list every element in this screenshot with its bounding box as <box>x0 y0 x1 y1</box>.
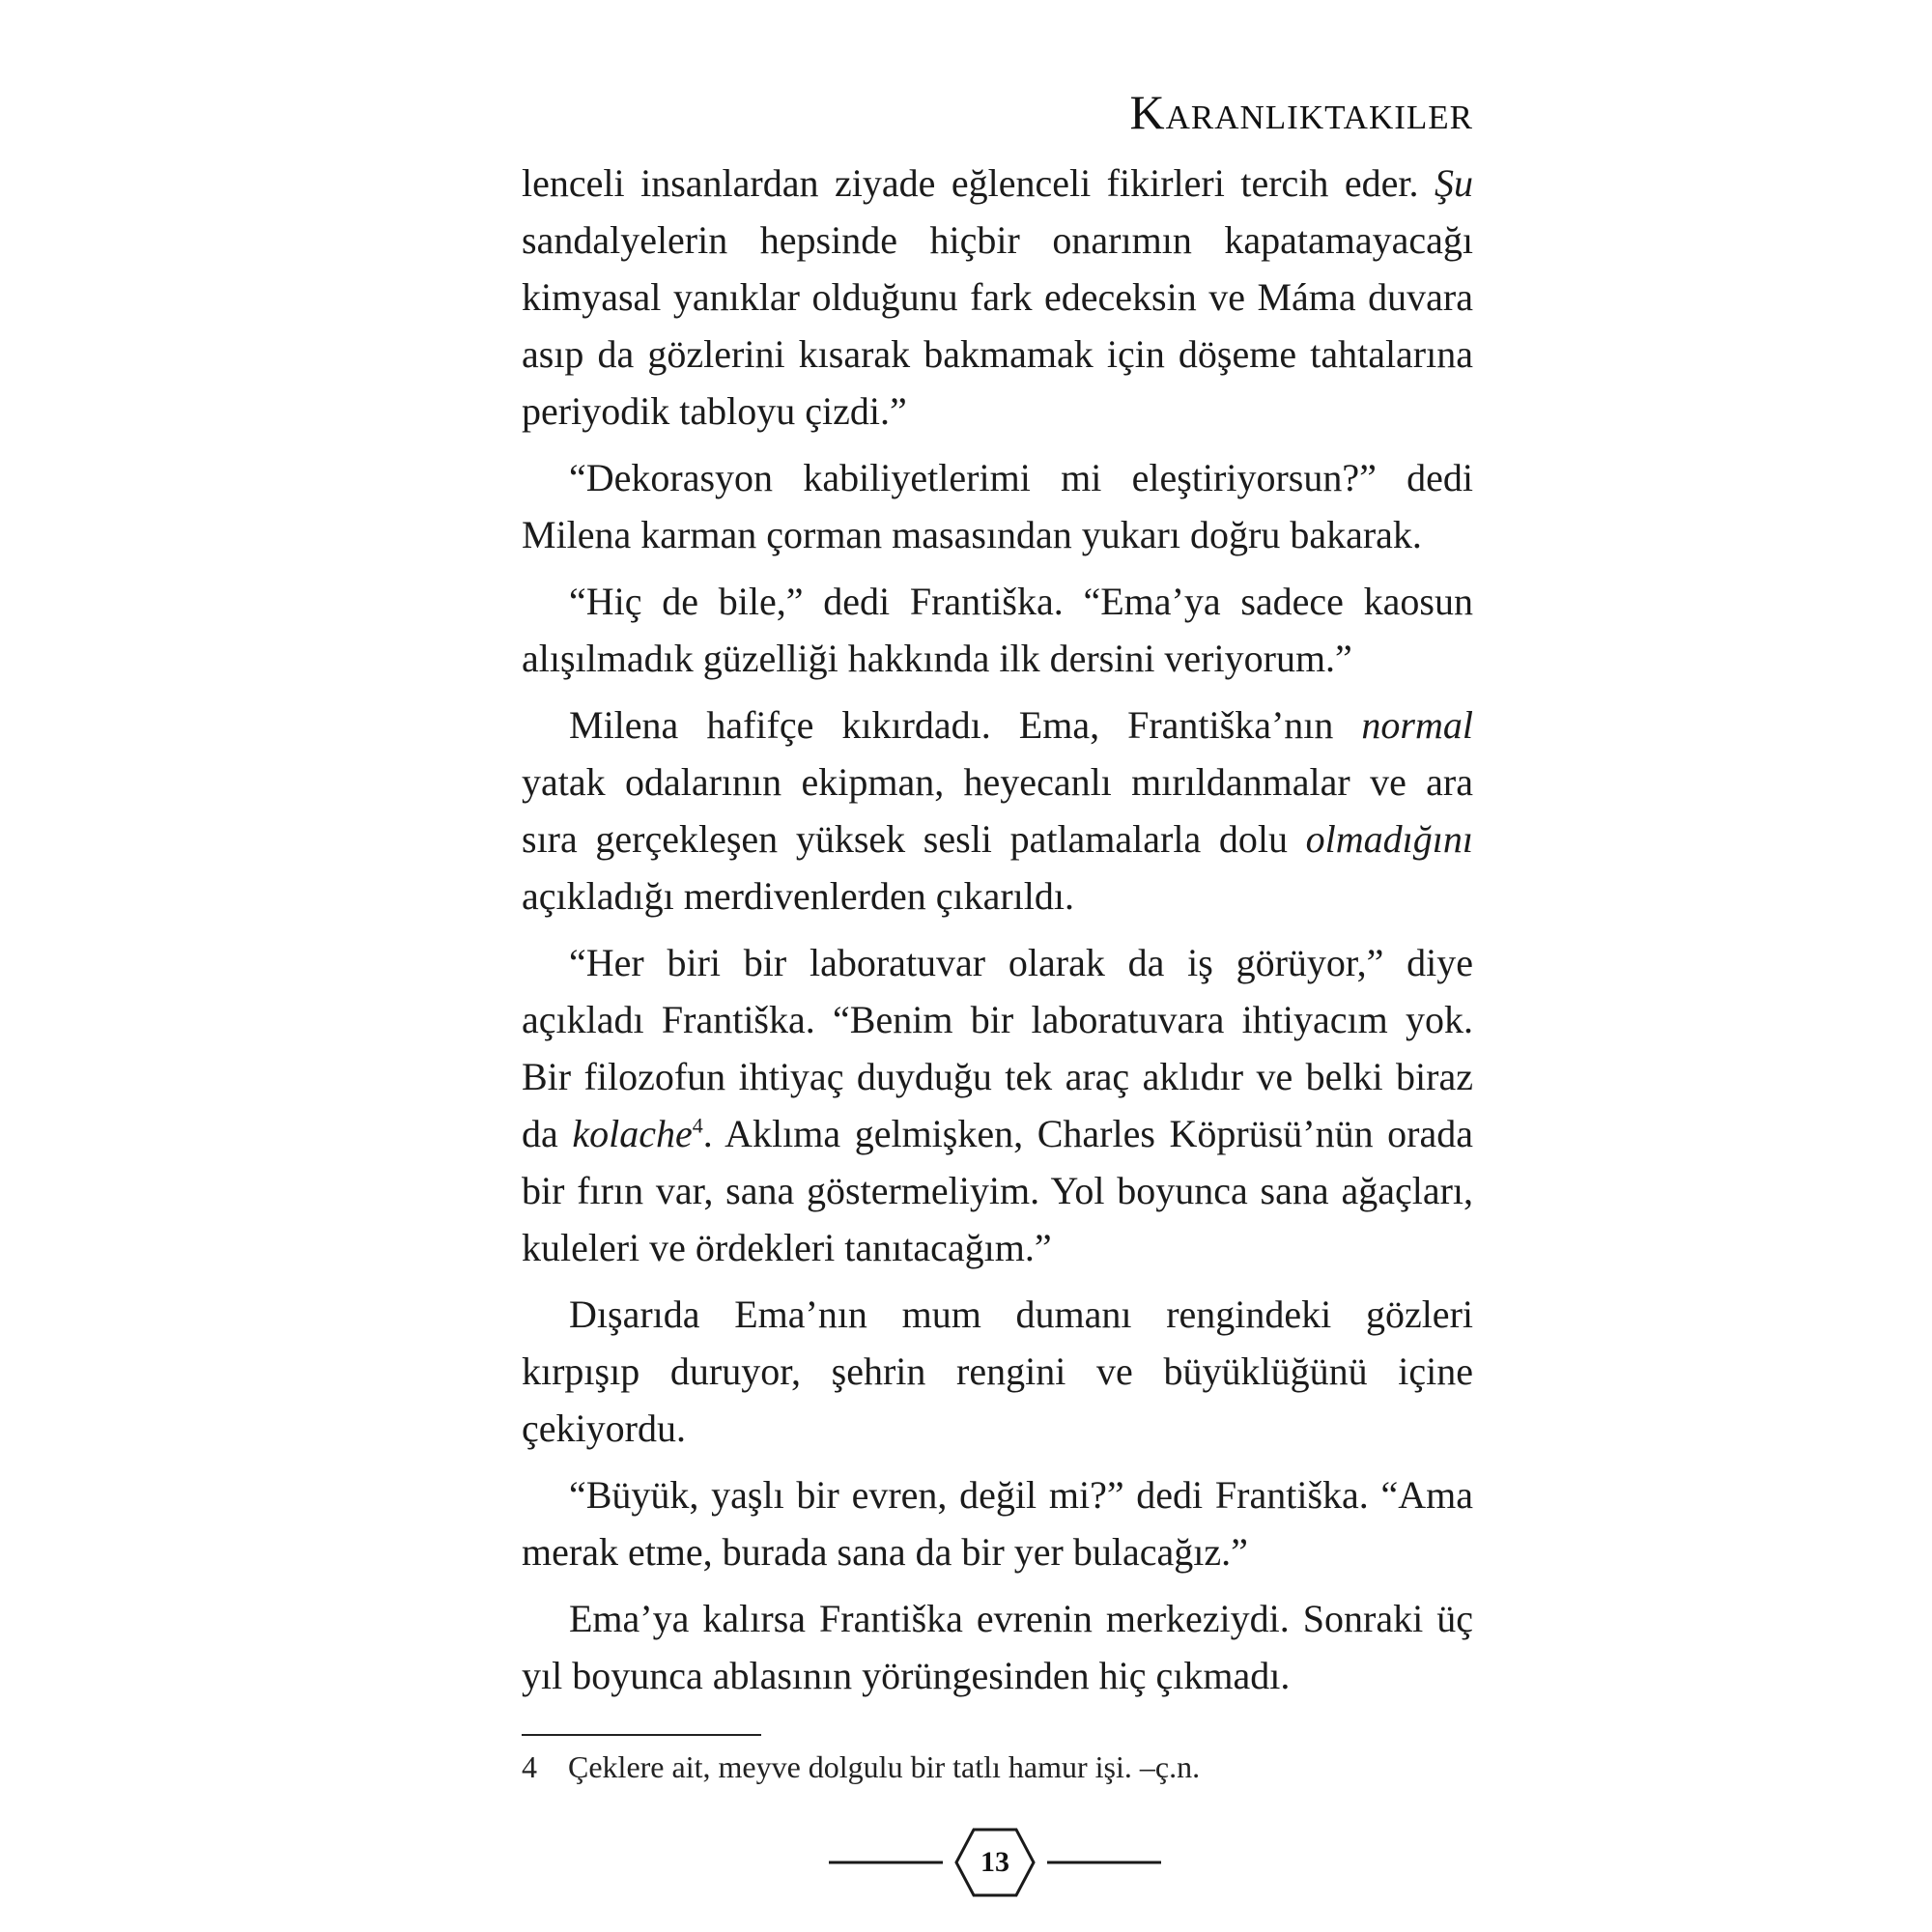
page-number: 13 <box>980 1846 1009 1878</box>
italic-text: kolache <box>572 1112 693 1155</box>
text-run: yatak odalarının ekipman, heyecanlı mırıldanmalar ve ara sıra gerçekleşen yüksek sesli patlamalarla dolu <box>522 760 1473 861</box>
footnote-number: 4 <box>522 1749 537 1784</box>
body-text <box>522 155 1473 1714</box>
footnote-text: Çeklere ait, meyve dolgulu bir tatlı hamur işi. –ç.n. <box>568 1749 1201 1784</box>
running-head: Karanlıktakiler <box>1129 85 1473 139</box>
text-run: sandalyelerin hepsinde hiçbir onarımın kapatamayacağı kimyasal yanıklar olduğunu fark edeceksin ve Máma duvara asıp da gözlerini kısarak bakmamak için döşeme tahtalarına periyodik tabloyu çizdi.” <box>522 218 1473 433</box>
text-run: “Büyük, yaşlı bir evren, değil mi?” dedi Františka. “Ama merak etme, burada sana da bir yer bulacağız.” <box>522 1473 1473 1574</box>
paragraph <box>522 1590 1473 1704</box>
page-number-ornament <box>821 1824 1169 1901</box>
italic-text: Şu <box>1435 161 1473 205</box>
footnote-rule <box>522 1734 761 1736</box>
text-run: “Hiç de bile,” dedi Františka. “Ema’ya sadece kaosun alışılmadık güzelliği hakkında ilk dersini veriyorum.” <box>522 580 1473 680</box>
text-run: Ema’ya kalırsa Františka evrenin merkeziydi. Sonraki üç yıl boyunca ablasının yörüngesinden hiç çıkmadı. <box>522 1597 1473 1697</box>
paragraph <box>522 696 1473 924</box>
text-run: Milena hafifçe kıkırdadı. Ema, Františka’nın <box>569 703 1362 747</box>
text-run: lenceli insanlardan ziyade eğlenceli fikirleri tercih eder. <box>522 161 1435 205</box>
footnote <box>522 1747 1473 1787</box>
paragraph <box>522 449 1473 563</box>
text-run: “Dekorasyon kabiliyetlerimi mi eleştiriyorsun?” dedi Milena karman çorman masasından yukarı doğru bakarak. <box>522 456 1473 556</box>
paragraph <box>522 155 1473 440</box>
paragraph <box>522 1286 1473 1457</box>
footnote-ref: 4 <box>692 1113 703 1138</box>
text-run: açıkladığı merdivenlerden çıkarıldı. <box>522 874 1074 918</box>
italic-text: olmadığını <box>1305 817 1473 861</box>
text-run: “Her biri bir laboratuvar olarak da iş görüyor,” diye açıkladı Františka. “Benim bir laboratuvara ihtiyacım yok. Bir filozofun ihtiyaç duyduğu tek araç aklıdır ve belki biraz da <box>522 941 1473 1155</box>
paragraph <box>522 573 1473 687</box>
paragraph <box>522 934 1473 1276</box>
italic-text: normal <box>1361 703 1473 747</box>
paragraph <box>522 1466 1473 1580</box>
text-run: Dışarıda Ema’nın mum dumanı rengindeki gözleri kırpışıp duruyor, şehrin rengini ve büyüklüğünü içine çekiyordu. <box>522 1293 1473 1450</box>
text-run: . Aklıma gelmişken, Charles Köprüsü’nün orada bir fırın var, sana göstermeliyim. Yol boyunca sana ağaçları, kuleleri ve ördekleri tanıtacağım.” <box>522 1112 1473 1269</box>
